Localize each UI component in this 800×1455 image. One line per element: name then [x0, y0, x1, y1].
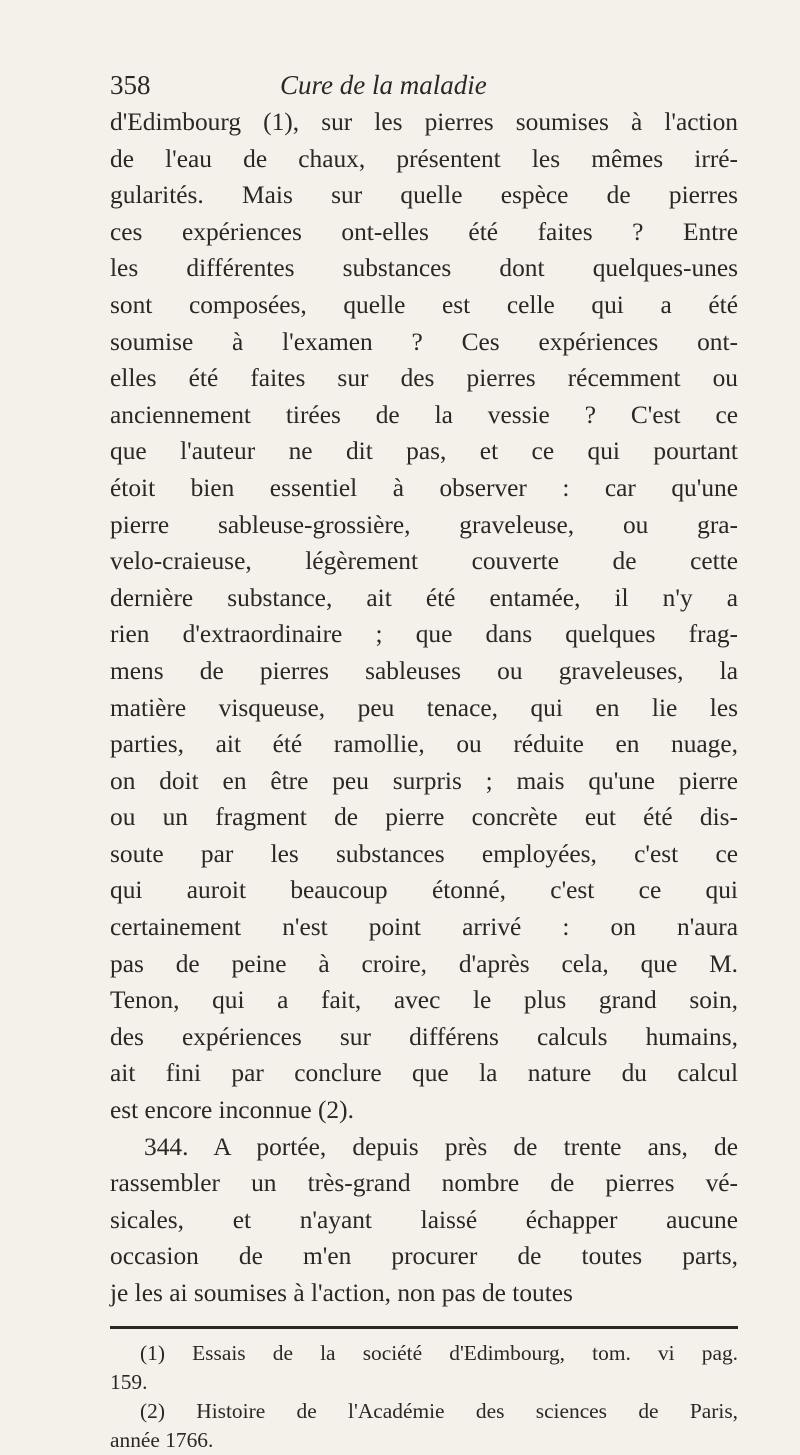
footnote-line: (2) Histoire de l'Académie des sciences de Paris, [140, 1398, 738, 1423]
text-line: étoit bien essentiel à observer : car qu'une [110, 473, 738, 502]
page-header [110, 70, 738, 100]
text-line: des expériences sur différens calculs humains, [110, 1022, 738, 1051]
text-line: sont composées, quelle est celle qui a été [110, 290, 738, 319]
text-line: 344. A portée, depuis près de trente ans, de [144, 1132, 738, 1161]
text-line: pierre sableuse-grossière, graveleuse, ou gra- [110, 510, 738, 539]
footnote-line: 159. [110, 1369, 148, 1394]
footnotes [110, 1339, 738, 1455]
text-line: parties, ait été ramollie, ou réduite en nuage, [110, 730, 738, 759]
text-line: les différentes substances dont quelques-unes [110, 254, 738, 283]
footnote-line: (1) Essais de la société d'Edimbourg, tom. vi pag. [140, 1340, 738, 1365]
body-text [110, 104, 738, 1312]
running-title: Cure de la maladie [280, 70, 487, 100]
text-line: que l'auteur ne dit pas, et ce qui pourtant [110, 437, 738, 466]
text-line: anciennement tirées de la vessie ? C'est ce [110, 400, 738, 429]
text-line: ait fini par conclure que la nature du calcul [110, 1059, 738, 1088]
footnote-line: année 1766. [110, 1427, 214, 1452]
text-line: est encore inconnue (2). [110, 1096, 354, 1125]
text-line: ces expériences ont-elles été faites ? Entre [110, 217, 738, 246]
text-line: ou un fragment de pierre concrète eut été dis- [110, 803, 738, 832]
text-line: d'Edimbourg (1), sur les pierres soumises à l'action [110, 108, 738, 136]
text-line: matière visqueuse, peu tenace, qui en lie les [110, 693, 738, 722]
page-number: 358 [110, 70, 151, 100]
text-line: dernière substance, ait été entamée, il n'y a [110, 583, 738, 612]
text-line: certainement n'est point arrivé : on n'aura [110, 913, 738, 942]
text-line: sicales, et n'ayant laissé échapper aucune [110, 1205, 738, 1234]
text-line: pas de peine à croire, d'après cela, que M. [110, 949, 738, 978]
text-line: Tenon, qui a fait, avec le plus grand soin, [110, 986, 738, 1015]
text-line: mens de pierres sableuses ou graveleuses, la [110, 656, 738, 685]
text-line: qui auroit beaucoup étonné, c'est ce qui [110, 876, 738, 905]
text-line: je les ai soumises à l'action, non pas de toutes [110, 1279, 573, 1307]
text-line: gularités. Mais sur quelle espèce de pierres [110, 181, 738, 210]
text-line: occasion de m'en procurer de toutes parts, [110, 1242, 738, 1271]
text-line: velo-craieuse, légèrement couverte de cette [110, 547, 738, 576]
text-line: rassembler un très-grand nombre de pierres vé- [110, 1169, 738, 1198]
text-line: rien d'extraordinaire ; que dans quelques frag- [110, 620, 738, 649]
footnote-rule [110, 1326, 738, 1329]
text-line: elles été faites sur des pierres récemment ou [110, 364, 738, 393]
text-line: soute par les substances employées, c'est ce [110, 839, 738, 868]
text-line: on doit en être peu surpris ; mais qu'une pierre [110, 766, 738, 795]
text-line: soumise à l'examen ? Ces expériences ont- [110, 327, 738, 356]
text-line: de l'eau de chaux, présentent les mêmes irré- [110, 144, 738, 173]
